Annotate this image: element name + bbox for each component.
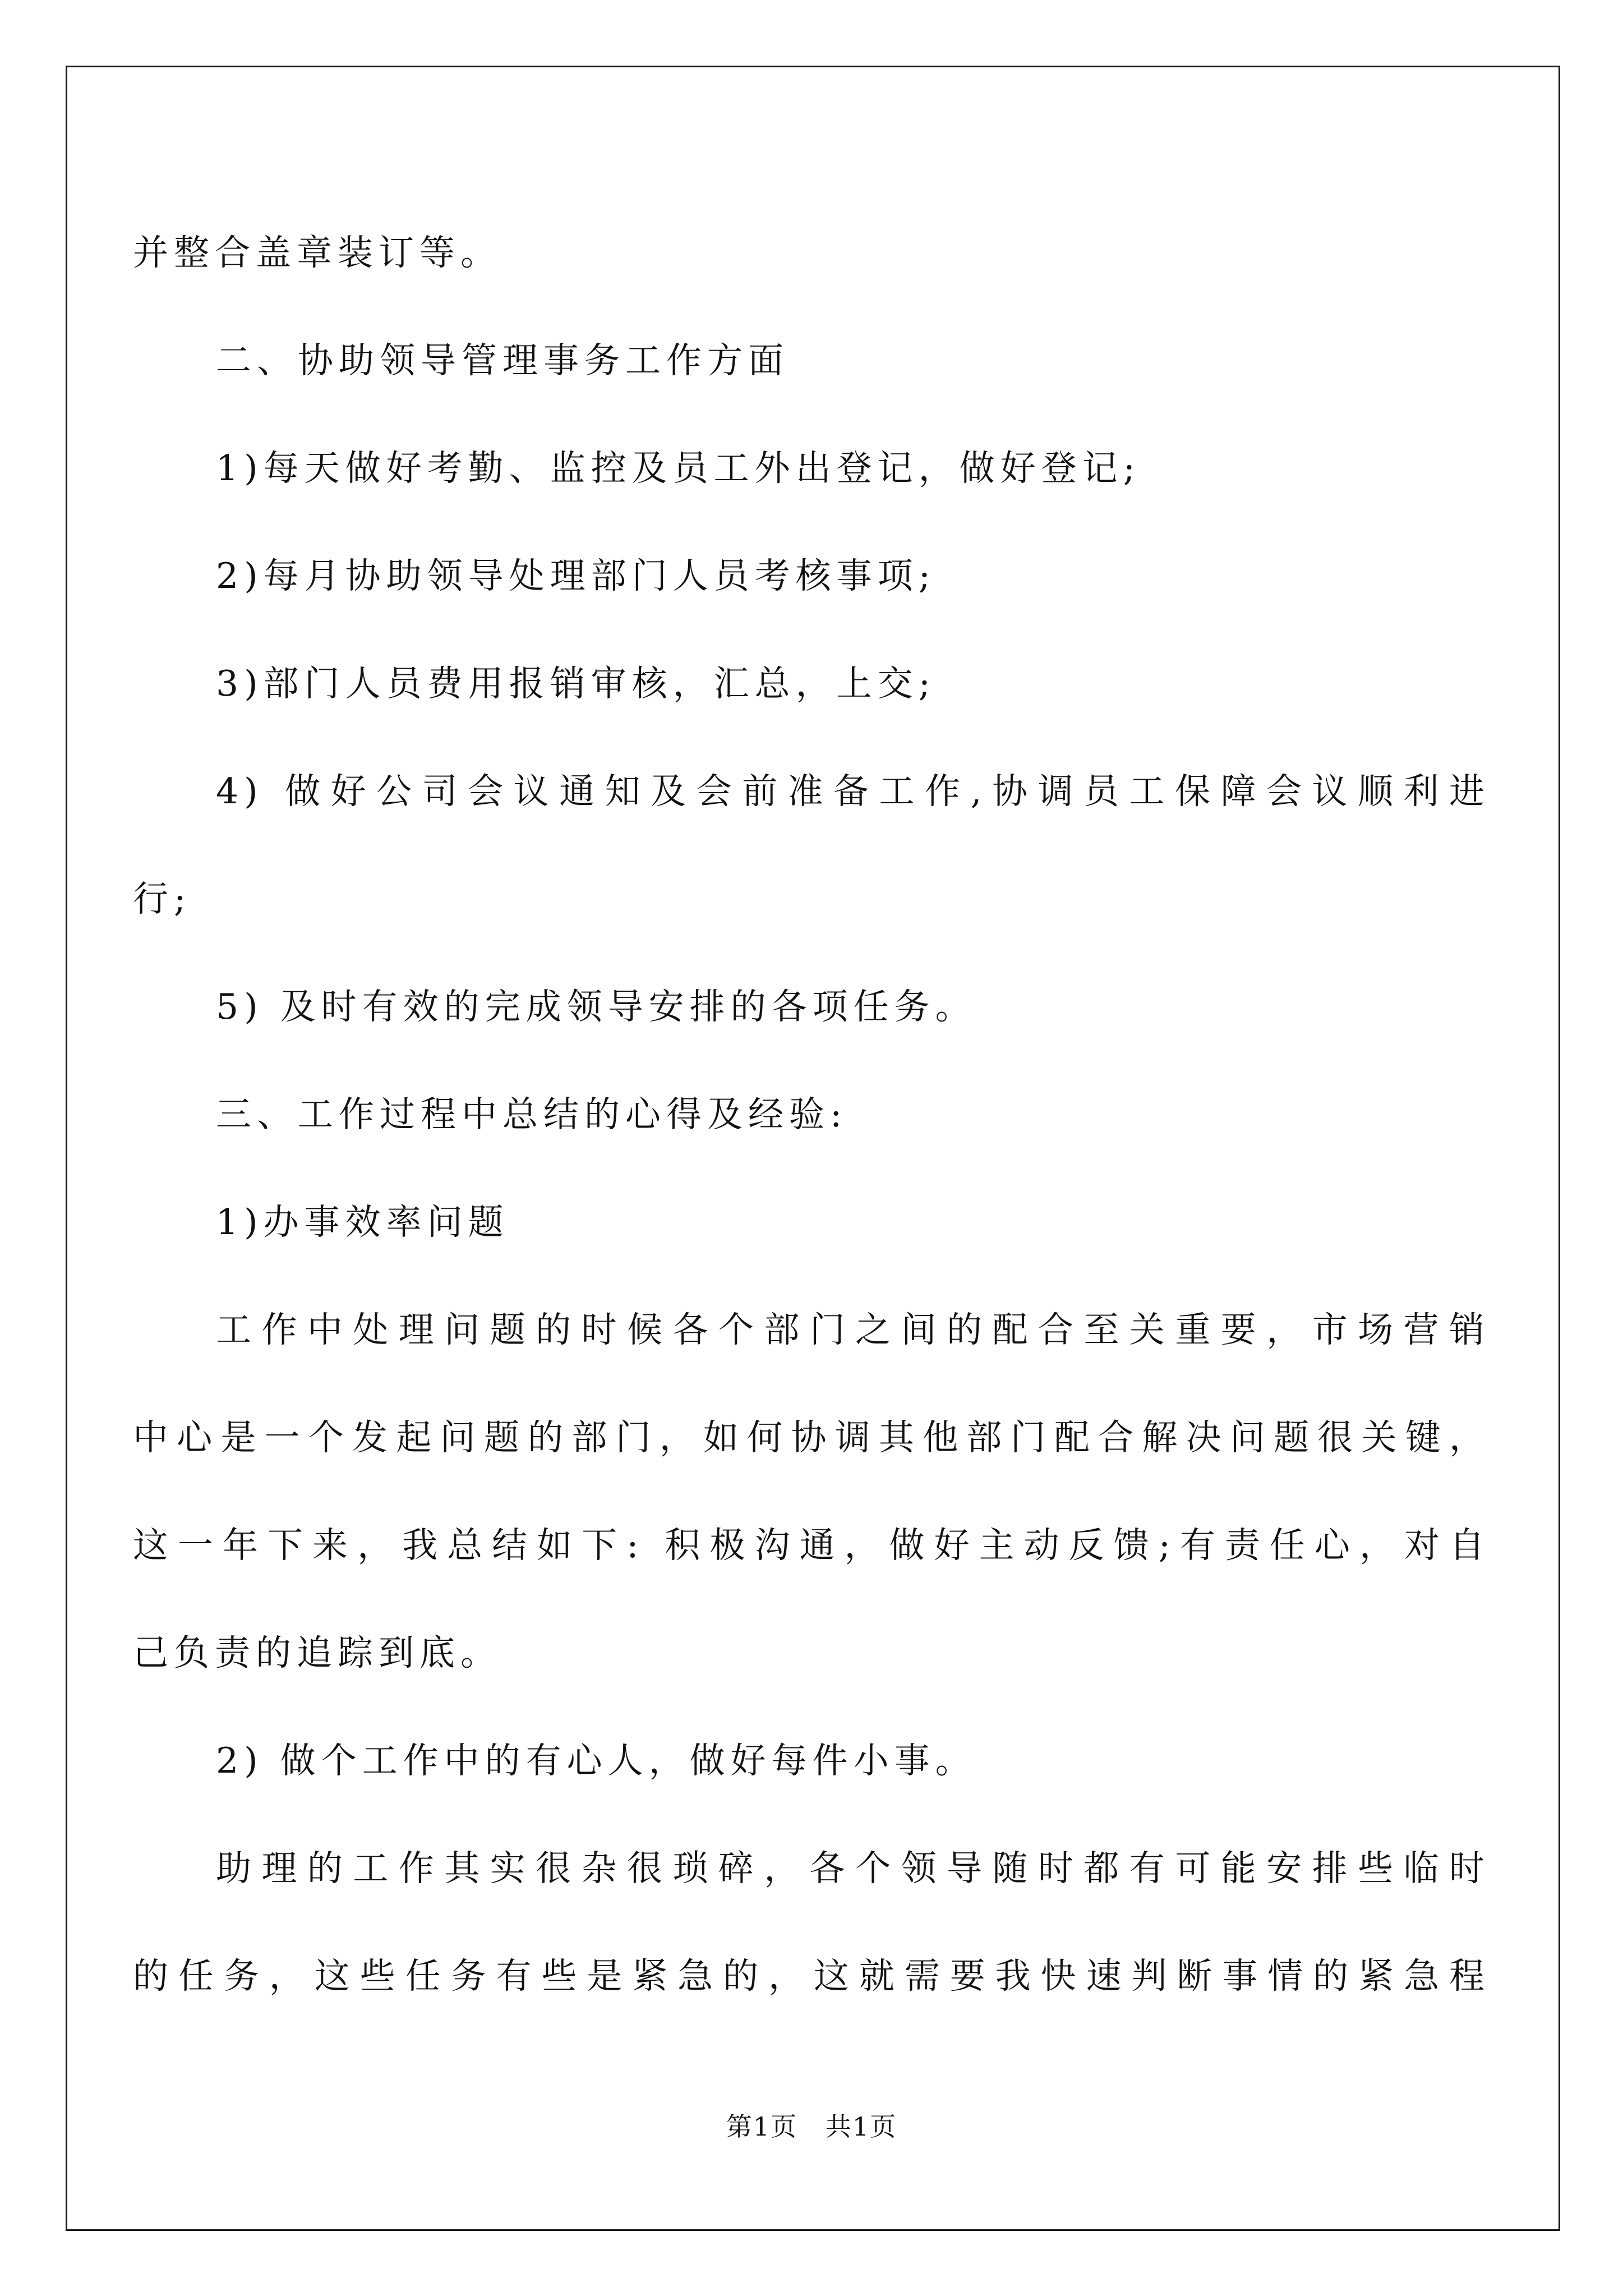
section-heading: 二、协助领导管理事务工作方面	[216, 340, 789, 381]
paragraph-line: 中心是一个发起问题的部门，如何协调其他部门配合解决问题很关键，	[133, 1417, 1490, 1458]
paragraph-line: 这一年下来，我总结如下: 积极沟通，做好主动反馈;有责任心，对自	[133, 1525, 1490, 1566]
page-footer: 第1页 共1页	[726, 2111, 897, 2142]
list-item: 4) 做好公司会议通知及会前准备工作,协调员工保障会议顺利进	[216, 771, 1490, 812]
paragraph-line: 助理的工作其实很杂很琐碎，各个领导随时都有可能安排些临时	[216, 1848, 1490, 1889]
list-item: 2) 做个工作中的有心人，做好每件小事。	[216, 1740, 976, 1781]
list-item: 3)部门人员费用报销审核，汇总，上交;	[216, 663, 936, 704]
paragraph-line: 的任务，这些任务有些是紧急的，这就需要我快速判断事情的紧急程	[133, 1955, 1490, 1996]
list-item: 1)每天做好考勤、监控及员工外出登记，做好登记;	[216, 448, 1141, 489]
list-item: 5) 及时有效的完成领导安排的各项任务。	[216, 986, 976, 1027]
paragraph-line: 工作中处理问题的时候各个部门之间的配合至关重要，市场营销	[216, 1309, 1490, 1350]
list-item: 1)办事效率问题	[216, 1202, 509, 1243]
list-item: 2)每月协助领导处理部门人员考核事项;	[216, 555, 936, 596]
text-line: 行;	[133, 878, 192, 919]
section-heading: 三、工作过程中总结的心得及经验:	[216, 1094, 848, 1135]
text-line: 并整合盖章装订等。	[133, 232, 501, 273]
paragraph-line: 己负责的追踪到底。	[133, 1632, 501, 1673]
document-body	[133, 199, 1490, 2030]
